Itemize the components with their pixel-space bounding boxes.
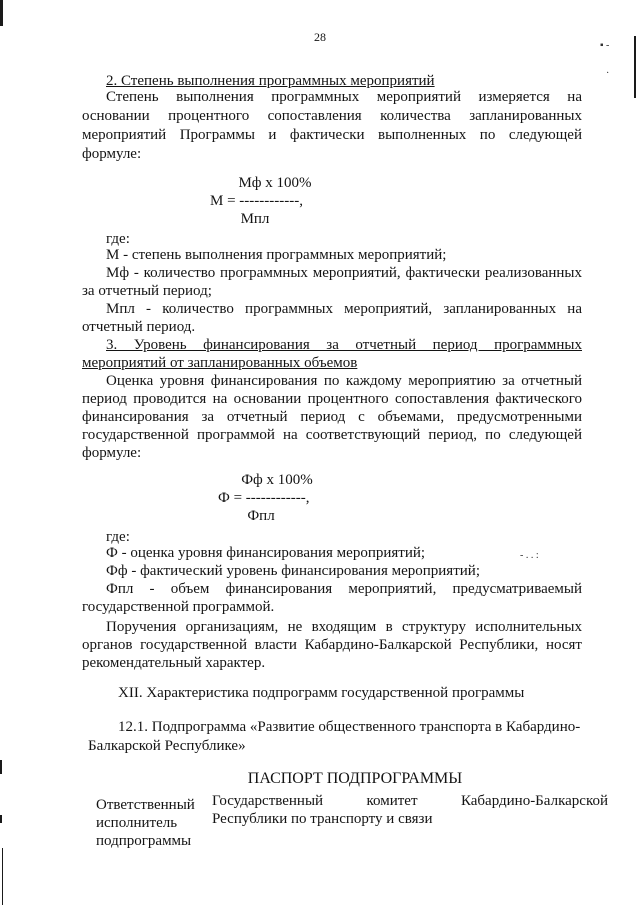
formula-denominator: Мпл	[240, 211, 270, 227]
paragraph-line: Поручения организациям, не входящим в структуру исполнительных	[106, 619, 582, 635]
formula-numerator: Мф х 100%	[238, 175, 312, 191]
paragraph-line: формуле:	[82, 146, 142, 162]
table-label: исполнитель	[96, 815, 178, 831]
definition-line: за отчетный период;	[82, 283, 212, 299]
paragraph-line: органов государственной власти Кабардино-Балкарской Республики, носят	[82, 637, 582, 653]
scan-speck: ·	[606, 68, 610, 79]
page-number: 28	[314, 30, 326, 44]
paragraph-line: период проводится на основании процентного сопоставления фактического	[82, 391, 582, 407]
scan-edge-mark	[0, 815, 2, 823]
definition-line: отчетный период.	[82, 319, 196, 335]
section-3-heading: 3. Уровень финансирования за отчетный период программных	[106, 337, 582, 353]
definition-line: Ф - оценка уровня финансирования мероприятий;	[106, 545, 426, 561]
subprogram-title: 12.1. Подпрограмма «Развитие общественного транспорта в Кабардино-	[118, 719, 581, 735]
table-value: Республики по транспорту и связи	[212, 811, 433, 827]
scan-edge-mark	[0, 0, 3, 26]
paragraph-line: мероприятий Программы и фактически выполненных по следующей	[82, 127, 582, 143]
definition-line: Фпл - объем финансирования мероприятий, предусматриваемый	[106, 581, 582, 597]
where-label: где:	[106, 529, 130, 545]
subprogram-title-cont: Балкарской Республике»	[88, 738, 246, 754]
scan-speck: ▪ -	[600, 40, 610, 51]
table-value: Государственный комитет Кабардино-Балкарской	[212, 793, 608, 809]
passport-title: ПАСПОРТ ПОДПРОГРАММЫ	[247, 770, 463, 787]
paragraph-line: основании процентного сопоставления количества запланированных	[82, 108, 582, 124]
paragraph-line: рекомендательный характер.	[82, 655, 266, 671]
formula-numerator: Фф х 100%	[241, 472, 313, 488]
where-label: где:	[106, 231, 130, 247]
definition-line: Мф - количество программных мероприятий, фактически реализованных	[106, 265, 582, 281]
section-12-heading: XII. Характеристика подпрограмм государственной программы	[118, 685, 525, 701]
formula-lhs: Ф = ------------,	[218, 490, 310, 506]
formula-lhs: М = ------------,	[210, 193, 303, 209]
section-2-heading: 2. Степень выполнения программных мероприятий	[106, 73, 435, 89]
paragraph-line: Степень выполнения программных мероприятий измеряется на	[106, 89, 582, 105]
scan-edge-mark	[0, 760, 2, 774]
formula-denominator: Фпл	[247, 508, 275, 524]
paragraph-line: финансирования за отчетный период с объемами, предусмотренными	[82, 409, 582, 425]
definition-line: Фф - фактический уровень финансирования мероприятий;	[106, 563, 480, 579]
table-label: Ответственный	[96, 797, 195, 813]
paragraph-line: государственной программой на соответствующий период, по следующей	[82, 427, 582, 443]
paragraph-line: Оценка уровня финансирования по каждому мероприятию за отчетный	[106, 373, 582, 389]
definition-line: государственной программой.	[82, 599, 275, 615]
scan-edge-mark	[634, 36, 636, 98]
scan-edge-mark	[2, 848, 3, 905]
definition-line: М - степень выполнения программных мероприятий;	[106, 247, 447, 263]
paragraph-line: формуле:	[82, 445, 142, 461]
table-label: подпрограммы	[96, 833, 192, 849]
section-3-heading-cont: мероприятий от запланированных объемов	[82, 355, 358, 371]
scan-speck: - . . :	[520, 550, 539, 561]
definition-line: Мпл - количество программных мероприятий, запланированных на	[106, 301, 582, 317]
